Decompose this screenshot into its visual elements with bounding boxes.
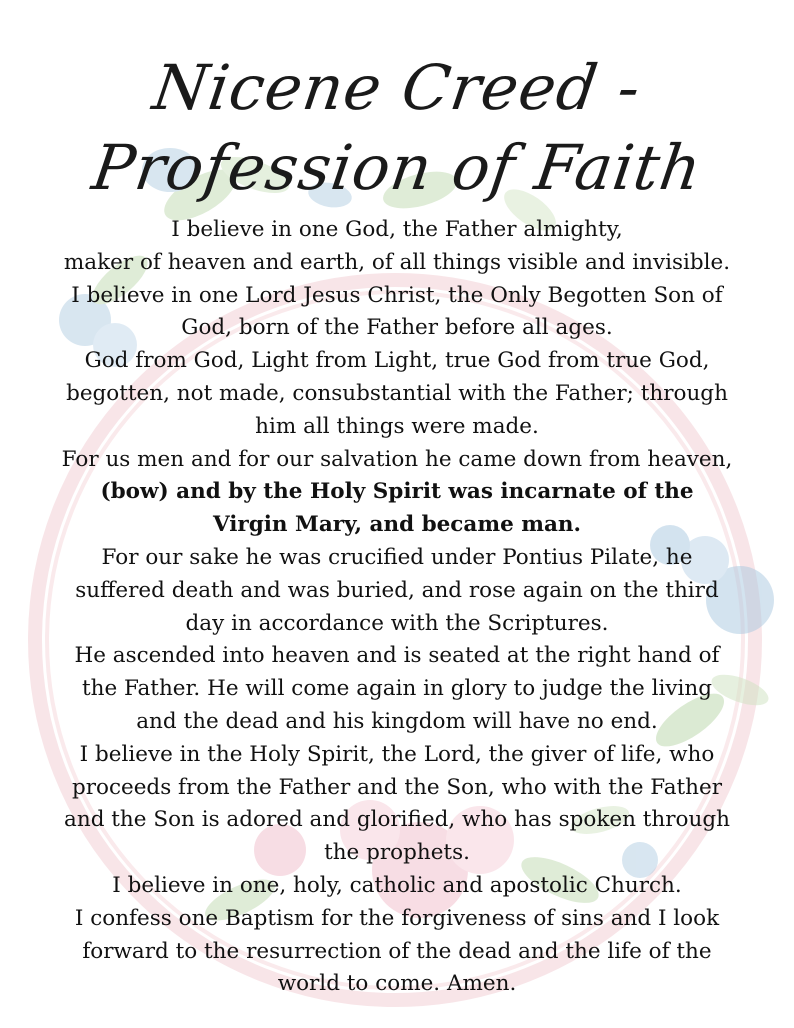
title-line-1: Nicene Creed - bbox=[148, 51, 646, 124]
creed-paragraph: I believe in the Holy Spirit, the Lord, the giver of life, who proceeds from the Father and the Son, who with the Father and the Son is adored and glorified, who has spoken through the prophets. bbox=[64, 741, 730, 866]
incarnation-plain-text: For us men and for our salvation he came down from heaven, bbox=[61, 446, 733, 472]
creed-paragraph: For our sake he was crucified under Pontius Pilate, he suffered death and was buried, and rose again on the third day in accordance with the Scriptures. bbox=[75, 544, 719, 636]
title-line-2: Profession of Faith bbox=[87, 131, 707, 204]
incarnation-bold-text: (bow) and by the Holy Spirit was incarnate of the Virgin Mary, and became man. bbox=[100, 479, 694, 538]
creed-paragraph: He ascended into heaven and is seated at the right hand of the Father. He will come again in glory to judge the living and the dead and his kingdom will have no end. bbox=[74, 643, 720, 734]
creed-paragraph: I believe in one Lord Jesus Christ, the Only Begotten Son of God, born of the Father before all ages. bbox=[71, 282, 723, 341]
creed-paragraph: God from God, Light from Light, true God from true God, begotten, not made, consubstantial with the Father; through him all things were made. bbox=[66, 348, 728, 439]
creed-paragraph-incarnation bbox=[60, 444, 734, 542]
creed-text bbox=[60, 214, 734, 1001]
page-title bbox=[0, 48, 794, 208]
creed-paragraph: maker of heaven and earth, of all things visible and invisible. bbox=[63, 249, 731, 275]
creed-paragraph: I confess one Baptism for the forgiveness of sins and I look forward to the resurrection of the dead and the life of the world to come. Amen. bbox=[74, 905, 720, 997]
creed-paragraph: I believe in one, holy, catholic and apostolic Church. bbox=[112, 872, 682, 898]
creed-paragraph: I believe in one God, the Father almighty, bbox=[171, 217, 623, 242]
